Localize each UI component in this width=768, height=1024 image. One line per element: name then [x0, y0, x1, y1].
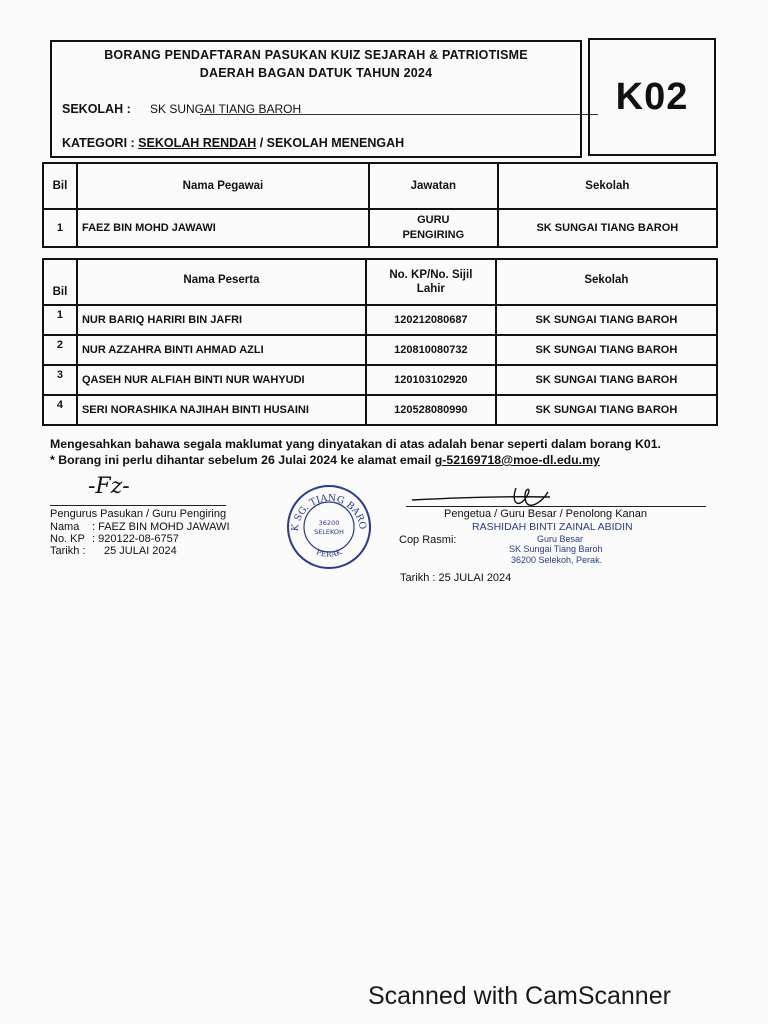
row-bil: 2 — [43, 335, 77, 365]
row-bil: 3 — [43, 365, 77, 395]
row-bil: 1 — [43, 209, 77, 247]
col-sekolah: Sekolah — [498, 163, 717, 209]
row-nama: QASEH NUR ALFIAH BINTI NUR WAHYUDI — [77, 365, 366, 395]
row-kp: 120212080687 — [366, 305, 496, 335]
form-title-line2: DAERAH BAGAN DATUK TAHUN 2024 — [199, 66, 433, 80]
stamp-center-line2: SELEKOH — [314, 528, 344, 536]
row-nama: FAEZ BIN MOHD JAWAWI — [77, 209, 369, 247]
principal-school: SK Sungai Tiang Baroh — [509, 544, 603, 554]
left-sign-kp-label: No. KP — [50, 533, 85, 545]
left-sign-nama-label: Nama — [50, 521, 80, 533]
row-bil: 1 — [43, 305, 77, 335]
table-row — [43, 365, 717, 395]
category-menengah: SEKOLAH MENENGAH — [266, 136, 405, 150]
col-nama-pegawai: Nama Pegawai — [77, 163, 369, 209]
participant-table — [42, 258, 718, 426]
row-jawatan — [369, 209, 498, 247]
col-jawatan: Jawatan — [369, 163, 498, 209]
left-sign-tarikh-value: 25 JULAI 2024 — [104, 545, 177, 557]
category-line — [62, 136, 404, 150]
col-bil: Bil — [43, 259, 77, 305]
principal-name: RASHIDAH BINTI ZAINAL ABIDIN — [472, 521, 633, 533]
school-value: SK SUNGAI TIANG BAROH — [150, 102, 302, 116]
official-stamp — [286, 484, 372, 570]
stamp-bottom-text: PERAK — [315, 547, 343, 559]
row-nama: NUR AZZAHRA BINTI AHMAD AZLI — [77, 335, 366, 365]
category-label: KATEGORI : — [62, 136, 135, 150]
submission-note — [50, 453, 600, 467]
row-nama: SERI NORASHIKA NAJIHAH BINTI HUSAINI — [77, 395, 366, 425]
col-bil: Bil — [43, 163, 77, 209]
row-sekolah: SK SUNGAI TIANG BAROH — [498, 209, 717, 247]
row-sekolah: SK SUNGAI TIANG BAROH — [496, 365, 717, 395]
col-kp-line2: Lahir — [416, 283, 445, 295]
scanner-watermark: Scanned with CamScanner — [368, 982, 671, 1010]
col-kp-line1: No. KP/No. Sijil — [389, 269, 473, 281]
principal-title: Guru Besar — [537, 534, 584, 544]
left-sign-nama-value: : FAEZ BIN MOHD JAWAWI — [92, 521, 230, 533]
left-signature-line — [50, 505, 226, 506]
form-header — [50, 40, 582, 158]
principal-address: 36200 Selekoh, Perak. — [511, 555, 603, 565]
handwritten-signature: -Fz- — [88, 474, 130, 499]
stamp-ring-text: K SG. TIANG BARO — [289, 492, 369, 533]
stamp-center-line1: 36200 — [318, 519, 340, 527]
category-separator: / — [256, 136, 267, 150]
cop-rasmi-label: Cop Rasmi: — [399, 534, 457, 546]
confirmation-note: Mengesahkan bahawa segala maklumat yang dinyatakan di atas adalah benar seperti dalam borang K01. — [50, 437, 661, 451]
col-sekolah: Sekolah — [496, 259, 717, 305]
row-bil: 4 — [43, 395, 77, 425]
officer-table — [42, 162, 718, 248]
right-sign-role: Pengetua / Guru Besar / Penolong Kanan — [444, 508, 648, 520]
table-row — [43, 395, 717, 425]
row-kp: 120103102920 — [366, 365, 496, 395]
row-jawatan-line2: PENGIRING — [402, 229, 465, 241]
participant-table-header — [43, 259, 717, 305]
category-rendah: SEKOLAH RENDAH — [138, 136, 257, 150]
left-sign-kp-value: : 920122-08-6757 — [92, 533, 179, 545]
row-sekolah: SK SUNGAI TIANG BAROH — [496, 335, 717, 365]
stamp-graphic — [286, 484, 372, 570]
school-label: SEKOLAH : — [62, 102, 131, 116]
row-kp: 120528080990 — [366, 395, 496, 425]
table-row — [43, 305, 717, 335]
row-sekolah: SK SUNGAI TIANG BAROH — [496, 395, 717, 425]
row-nama: NUR BARIQ HARIRI BIN JAFRI — [77, 305, 366, 335]
col-nama-peserta: Nama Peserta — [77, 259, 366, 305]
table-row — [43, 335, 717, 365]
email-link[interactable]: g-52169718@moe-dl.edu.my — [434, 453, 600, 467]
row-sekolah: SK SUNGAI TIANG BAROH — [496, 305, 717, 335]
form-code-box — [588, 38, 716, 156]
row-kp: 120810080732 — [366, 335, 496, 365]
officer-table-header — [43, 163, 717, 209]
svg-text:PERAK — [315, 547, 343, 559]
right-sign-tarikh: Tarikh : 25 JULAI 2024 — [400, 572, 512, 584]
row-jawatan-line1: GURU — [417, 214, 450, 226]
form-title-line1: BORANG PENDAFTARAN PASUKAN KUIZ SEJARAH & PATRIOTISME — [104, 48, 528, 62]
left-sign-tarikh-label: Tarikh : — [50, 545, 86, 557]
col-kp — [366, 259, 496, 305]
right-signature-line — [406, 506, 706, 507]
form-code: K02 — [615, 75, 689, 118]
school-underline — [200, 114, 598, 115]
left-sign-role: Pengurus Pasukan / Guru Pengiring — [50, 508, 227, 520]
table-row — [43, 209, 717, 247]
submission-note-text: * Borang ini perlu dihantar sebelum 26 Julai 2024 ke alamat email — [50, 453, 435, 467]
